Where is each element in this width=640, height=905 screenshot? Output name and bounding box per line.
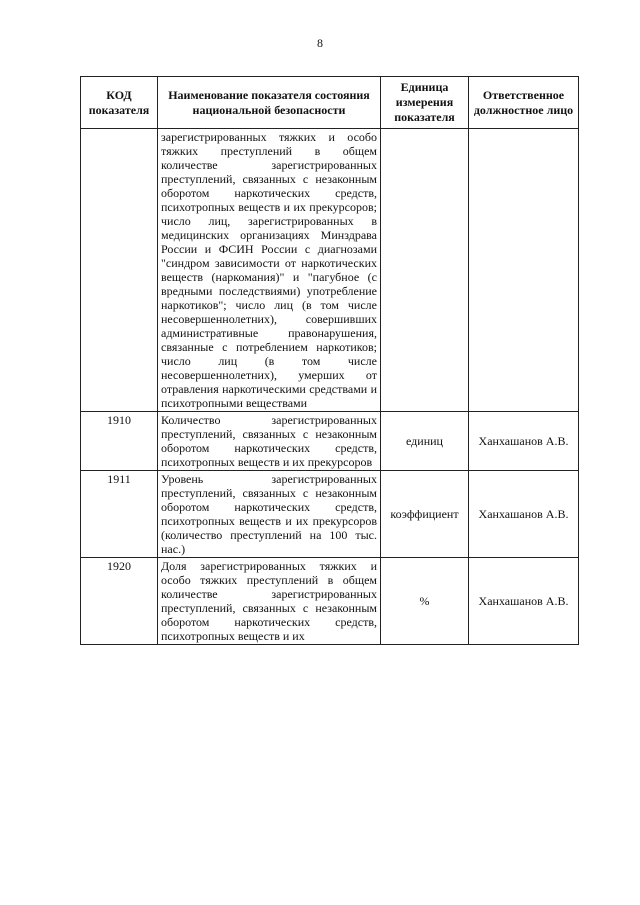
row-name: зарегистрированных тяжких и особо тяжких преступлений в общем количестве зарегистрированных преступлений, связанных с незаконным оборотом наркотических средств, психотропных веществ и их прекурсоров; число лиц, зарегистрированных в медицинских организациях Минздрава России и ФСИН России с диагнозами "синдром зависимости от наркотических веществ (наркомания)" и "пагубное (с вредными последствиями) употребление наркотиков"; число лиц (в том числе несовершеннолетних), совершивших административные правонарушения, связанные с потреблением наркотиков; число лиц (в том числе несовершеннолетних), умерших от отравления наркотическими средствами и психотропными веществами: [158, 129, 381, 412]
row-responsible: Ханхашанов А.В.: [469, 558, 579, 645]
row-code: [81, 129, 158, 412]
table-row: [81, 471, 579, 558]
row-code: 1910: [81, 412, 158, 471]
row-code: 1911: [81, 471, 158, 558]
row-unit: коэффициент: [381, 471, 469, 558]
page-number: 8: [317, 36, 323, 50]
table-row: [81, 558, 579, 645]
indicators-table: [80, 76, 579, 645]
row-code: 1920: [81, 558, 158, 645]
header-unit: Единица измерения показателя: [381, 77, 469, 129]
row-name: Доля зарегистрированных тяжких и особо тяжких преступлений в общем количестве зарегистрированных преступлений, связанных с незаконным оборотом наркотических средств, психотропных веществ и их: [158, 558, 381, 645]
header-name: Наименование показателя состояния национальной безопасности: [158, 77, 381, 129]
row-unit: единиц: [381, 412, 469, 471]
row-name: Количество зарегистрированных преступлений, связанных с незаконным оборотом наркотических средств, психотропных веществ и их прекурсоров: [158, 412, 381, 471]
row-responsible: Ханхашанов А.В.: [469, 471, 579, 558]
table-row: [81, 412, 579, 471]
row-responsible: Ханхашанов А.В.: [469, 412, 579, 471]
row-responsible: [469, 129, 579, 412]
header-responsible: Ответственное должностное лицо: [469, 77, 579, 129]
header-code: КОД показателя: [81, 77, 158, 129]
table-header-row: [81, 77, 579, 129]
table-row: [81, 129, 579, 412]
row-name: Уровень зарегистрированных преступлений, связанных с незаконным оборотом наркотических средств, психотропных веществ и их прекурсоров (количество преступлений на 100 тыс. нас.): [158, 471, 381, 558]
row-unit: %: [381, 558, 469, 645]
row-unit: [381, 129, 469, 412]
